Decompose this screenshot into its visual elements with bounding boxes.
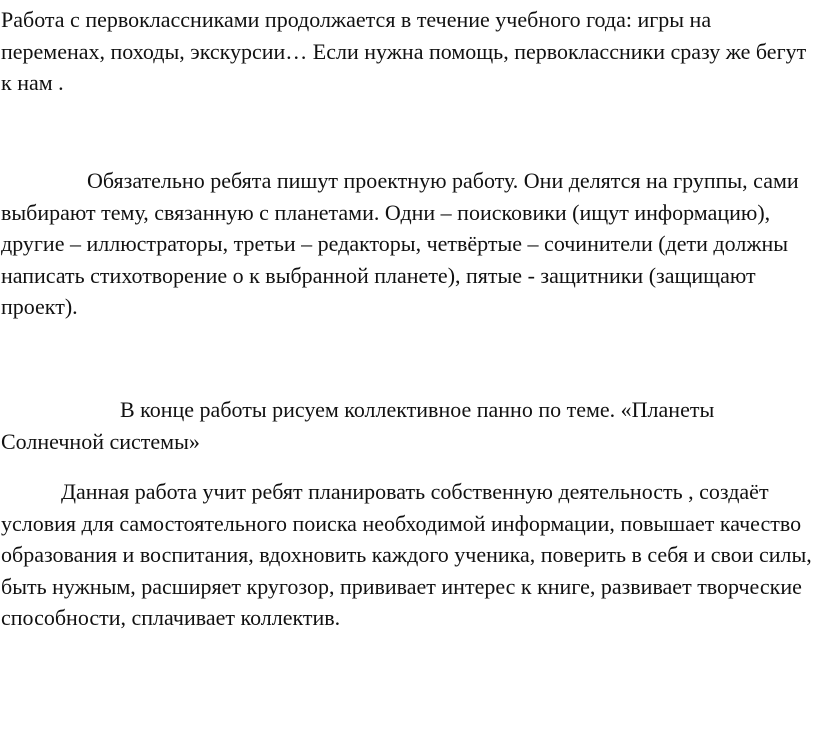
paragraph-collective-panel: В конце работы рисуем коллективное панно по теме. «Планеты Солнечной системы» [1, 397, 715, 454]
paragraph-first-graders-work: Работа с первоклассниками продолжается в течение учебного года: игры на переменах, походы, экскурсии… Если нужна помощь, первоклассники сразу же бегут к нам . [1, 7, 807, 95]
paragraph-project-work: Обязательно ребята пишут проектную работу. Они делятся на группы, сами выбирают тему, связанную с планетами. Одни – поисковики (ищут информацию), другие – иллюстраторы, третьи – редакторы, четвёртые – сочинители (дети должны написать стихотворение о к выбранной планете), пятые - защитники (защищают проект). [1, 168, 799, 319]
paragraph-work-benefits: Данная работа учит ребят планировать собственную деятельность , создаёт условия для самостоятельного поиска необходимой информации, повышает качество образования и воспитания, вдохновить каждого ученика, поверить в себя и свои силы, быть нужным, расширяет кругозор, прививает интерес к книге, развивает творческие способности, сплачивает коллектив. [1, 479, 812, 630]
